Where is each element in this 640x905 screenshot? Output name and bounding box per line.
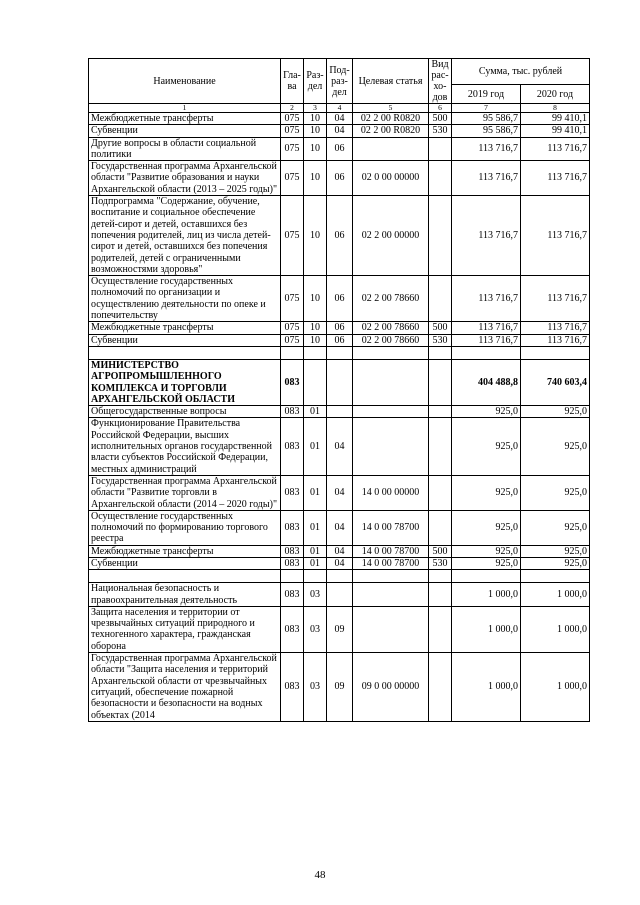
- cell-sum-2020: 925,0: [521, 475, 590, 510]
- table-row: [89, 418, 590, 475]
- cell-vid: 500: [429, 322, 452, 334]
- cell-name: Осуществление государственных полномочий по организации и осуществлению деятельности по опеке и попечительству: [89, 276, 281, 322]
- col-num: 5: [353, 104, 429, 113]
- cell-podrazdel: [327, 406, 353, 418]
- empty-cell: [281, 346, 304, 359]
- table-row: [89, 125, 590, 137]
- cell-name: Функционирование Правительства Российской Федерации, высших исполнительных органов государственной власти субъектов Российской Федерации, местных администраций: [89, 418, 281, 475]
- cell-razdel: 01: [304, 406, 327, 418]
- col-num: 4: [327, 104, 353, 113]
- cell-sum-2020: 1 000,0: [521, 653, 590, 722]
- cell-glava: 075: [281, 113, 304, 125]
- cell-sum-2020: 113 716,7: [521, 276, 590, 322]
- empty-cell: [89, 570, 281, 583]
- table-row: [89, 510, 590, 545]
- cell-vid: 500: [429, 545, 452, 557]
- cell-sum-2019: 1 000,0: [452, 583, 521, 607]
- cell-razdel: [304, 359, 327, 405]
- cell-celevaya: 14 0 00 00000: [353, 475, 429, 510]
- table-row: [89, 359, 590, 405]
- spacer-row: [89, 346, 590, 359]
- cell-vid: [429, 583, 452, 607]
- cell-razdel: 01: [304, 557, 327, 569]
- cell-razdel: 10: [304, 125, 327, 137]
- table-row: [89, 276, 590, 322]
- cell-vid: [429, 510, 452, 545]
- cell-name: Межбюджетные трансферты: [89, 322, 281, 334]
- cell-razdel: 10: [304, 113, 327, 125]
- cell-celevaya: [353, 406, 429, 418]
- cell-sum-2020: 925,0: [521, 406, 590, 418]
- cell-celevaya: 09 0 00 00000: [353, 653, 429, 722]
- cell-glava: 075: [281, 322, 304, 334]
- cell-sum-2020: 925,0: [521, 510, 590, 545]
- cell-vid: [429, 137, 452, 161]
- cell-vid: 530: [429, 125, 452, 137]
- empty-cell: [429, 570, 452, 583]
- cell-name: Межбюджетные трансферты: [89, 113, 281, 125]
- table-row: [89, 606, 590, 652]
- cell-sum-2019: 925,0: [452, 406, 521, 418]
- cell-sum-2019: 95 586,7: [452, 113, 521, 125]
- cell-celevaya: 02 2 00 78660: [353, 276, 429, 322]
- cell-glava: 083: [281, 606, 304, 652]
- spacer-row: [89, 570, 590, 583]
- cell-celevaya: [353, 359, 429, 405]
- cell-podrazdel: 04: [327, 557, 353, 569]
- cell-celevaya: [353, 606, 429, 652]
- cell-vid: [429, 418, 452, 475]
- cell-podrazdel: 09: [327, 653, 353, 722]
- cell-name: Субвенции: [89, 334, 281, 346]
- table-row: [89, 334, 590, 346]
- cell-razdel: 03: [304, 606, 327, 652]
- cell-sum-2020: 99 410,1: [521, 125, 590, 137]
- cell-sum-2020: 113 716,7: [521, 322, 590, 334]
- header-celevaya: Целевая статья: [353, 59, 429, 104]
- cell-glava: 075: [281, 334, 304, 346]
- header-row: [89, 59, 590, 85]
- empty-cell: [452, 346, 521, 359]
- cell-vid: [429, 161, 452, 196]
- table-row: [89, 583, 590, 607]
- cell-glava: 075: [281, 276, 304, 322]
- cell-razdel: 01: [304, 418, 327, 475]
- empty-cell: [281, 570, 304, 583]
- cell-podrazdel: 04: [327, 418, 353, 475]
- cell-sum-2020: 925,0: [521, 418, 590, 475]
- table-row: [89, 161, 590, 196]
- cell-razdel: 03: [304, 653, 327, 722]
- cell-sum-2020: 740 603,4: [521, 359, 590, 405]
- col-num: 3: [304, 104, 327, 113]
- table-row: [89, 653, 590, 722]
- cell-podrazdel: 06: [327, 161, 353, 196]
- cell-razdel: 10: [304, 322, 327, 334]
- cell-celevaya: 14 0 00 78700: [353, 557, 429, 569]
- cell-name: МИНИСТЕРСТВО АГРОПРОМЫШЛЕННОГО КОМПЛЕКСА И ТОРГОВЛИ АРХАНГЕЛЬСКОЙ ОБЛАСТИ: [89, 359, 281, 405]
- cell-name: Общегосударственные вопросы: [89, 406, 281, 418]
- cell-sum-2019: 925,0: [452, 510, 521, 545]
- cell-sum-2019: 113 716,7: [452, 276, 521, 322]
- table-row: [89, 557, 590, 569]
- cell-glava: 083: [281, 557, 304, 569]
- table-row: [89, 406, 590, 418]
- empty-cell: [304, 570, 327, 583]
- cell-vid: [429, 606, 452, 652]
- cell-sum-2020: 925,0: [521, 545, 590, 557]
- empty-cell: [304, 346, 327, 359]
- cell-glava: 083: [281, 475, 304, 510]
- empty-cell: [452, 570, 521, 583]
- cell-sum-2019: 113 716,7: [452, 334, 521, 346]
- cell-name: Субвенции: [89, 557, 281, 569]
- cell-name: Государственная программа Архангельской области "Защита населения и территорий Архангельской области от чрезвычайных ситуаций, обеспечение пожарной безопасности и безопасности на водных объектах (2014: [89, 653, 281, 722]
- cell-vid: [429, 406, 452, 418]
- cell-glava: 075: [281, 196, 304, 276]
- cell-razdel: 10: [304, 161, 327, 196]
- cell-vid: [429, 196, 452, 276]
- page-number: 48: [314, 869, 326, 881]
- header-summa: Сумма, тыс. рублей: [452, 59, 590, 85]
- cell-celevaya: 14 0 00 78700: [353, 545, 429, 557]
- header-podrazdel: Под-раз-дел: [327, 59, 353, 104]
- cell-razdel: 10: [304, 276, 327, 322]
- header-2020: 2020 год: [521, 85, 590, 104]
- cell-celevaya: 02 2 00 78660: [353, 322, 429, 334]
- empty-cell: [521, 570, 590, 583]
- cell-glava: 083: [281, 359, 304, 405]
- empty-cell: [327, 570, 353, 583]
- empty-cell: [429, 346, 452, 359]
- cell-vid: [429, 276, 452, 322]
- cell-sum-2019: 925,0: [452, 475, 521, 510]
- column-numbers-row: [89, 104, 590, 113]
- cell-sum-2020: 113 716,7: [521, 137, 590, 161]
- cell-sum-2020: 113 716,7: [521, 334, 590, 346]
- cell-sum-2020: 1 000,0: [521, 606, 590, 652]
- cell-name: Защита населения и территории от чрезвычайных ситуаций природного и техногенного характера, гражданская оборона: [89, 606, 281, 652]
- cell-name: Государственная программа Архангельской области "Развитие образования и науки Архангельской области (2013 – 2025 годы)": [89, 161, 281, 196]
- header-glava: Гла-ва: [281, 59, 304, 104]
- cell-razdel: 03: [304, 583, 327, 607]
- cell-vid: [429, 475, 452, 510]
- cell-sum-2020: 1 000,0: [521, 583, 590, 607]
- cell-celevaya: 02 0 00 00000: [353, 161, 429, 196]
- cell-razdel: 01: [304, 510, 327, 545]
- cell-razdel: 10: [304, 196, 327, 276]
- cell-glava: 083: [281, 418, 304, 475]
- budget-table: [88, 58, 590, 722]
- cell-podrazdel: 06: [327, 276, 353, 322]
- cell-sum-2019: 925,0: [452, 418, 521, 475]
- empty-cell: [353, 570, 429, 583]
- cell-podrazdel: [327, 583, 353, 607]
- cell-vid: 530: [429, 334, 452, 346]
- cell-sum-2019: 1 000,0: [452, 606, 521, 652]
- cell-podrazdel: [327, 359, 353, 405]
- cell-glava: 083: [281, 583, 304, 607]
- cell-glava: 083: [281, 653, 304, 722]
- col-num: 2: [281, 104, 304, 113]
- cell-glava: 083: [281, 406, 304, 418]
- cell-podrazdel: 04: [327, 510, 353, 545]
- cell-podrazdel: 04: [327, 545, 353, 557]
- cell-podrazdel: 04: [327, 125, 353, 137]
- cell-sum-2019: 404 488,8: [452, 359, 521, 405]
- cell-sum-2020: 925,0: [521, 557, 590, 569]
- cell-name: Субвенции: [89, 125, 281, 137]
- header-2019: 2019 год: [452, 85, 521, 104]
- cell-sum-2019: 113 716,7: [452, 161, 521, 196]
- cell-podrazdel: 09: [327, 606, 353, 652]
- cell-sum-2019: 113 716,7: [452, 322, 521, 334]
- cell-celevaya: 02 2 00 00000: [353, 196, 429, 276]
- empty-cell: [353, 346, 429, 359]
- cell-sum-2019: 1 000,0: [452, 653, 521, 722]
- cell-name: Национальная безопасность и правоохранительная деятельность: [89, 583, 281, 607]
- cell-podrazdel: 06: [327, 322, 353, 334]
- cell-podrazdel: 06: [327, 137, 353, 161]
- cell-name: Подпрограмма "Содержание, обучение, воспитание и социальное обеспечение детей-сирот и детей, оставшихся без попечения родителей, лиц из числа детей-сирот и детей, оставшихся без попечения родителей, детей с ограниченными возможностями здоровья": [89, 196, 281, 276]
- cell-sum-2020: 113 716,7: [521, 196, 590, 276]
- cell-razdel: 10: [304, 334, 327, 346]
- cell-vid: 500: [429, 113, 452, 125]
- cell-sum-2020: 113 716,7: [521, 161, 590, 196]
- col-num: 6: [429, 104, 452, 113]
- cell-sum-2019: 95 586,7: [452, 125, 521, 137]
- cell-podrazdel: 06: [327, 334, 353, 346]
- cell-celevaya: [353, 418, 429, 475]
- cell-razdel: 10: [304, 137, 327, 161]
- cell-glava: 083: [281, 510, 304, 545]
- cell-celevaya: 02 2 00 R0820: [353, 125, 429, 137]
- cell-razdel: 01: [304, 475, 327, 510]
- col-num: 7: [452, 104, 521, 113]
- cell-glava: 075: [281, 161, 304, 196]
- cell-name: Осуществление государственных полномочий по формированию торгового реестра: [89, 510, 281, 545]
- cell-name: Государственная программа Архангельской области "Развитие торговли в Архангельской области (2014 – 2020 годы)": [89, 475, 281, 510]
- cell-podrazdel: 04: [327, 475, 353, 510]
- col-num: 1: [89, 104, 281, 113]
- cell-sum-2020: 99 410,1: [521, 113, 590, 125]
- cell-sum-2019: 925,0: [452, 557, 521, 569]
- cell-vid: 530: [429, 557, 452, 569]
- cell-vid: [429, 359, 452, 405]
- cell-vid: [429, 653, 452, 722]
- header-vid: Вид рас-хо-дов: [429, 59, 452, 104]
- cell-celevaya: 02 2 00 R0820: [353, 113, 429, 125]
- cell-glava: 075: [281, 125, 304, 137]
- cell-razdel: 01: [304, 545, 327, 557]
- cell-name: Другие вопросы в области социальной политики: [89, 137, 281, 161]
- header-razdel: Раз-дел: [304, 59, 327, 104]
- cell-name: Межбюджетные трансферты: [89, 545, 281, 557]
- table-row: [89, 475, 590, 510]
- cell-celevaya: 14 0 00 78700: [353, 510, 429, 545]
- table-row: [89, 137, 590, 161]
- cell-podrazdel: 06: [327, 196, 353, 276]
- cell-glava: 083: [281, 545, 304, 557]
- table-row: [89, 196, 590, 276]
- table-row: [89, 322, 590, 334]
- cell-sum-2019: 113 716,7: [452, 196, 521, 276]
- header-name: Наименование: [89, 59, 281, 104]
- cell-podrazdel: 04: [327, 113, 353, 125]
- cell-sum-2019: 113 716,7: [452, 137, 521, 161]
- cell-celevaya: [353, 583, 429, 607]
- table-row: [89, 113, 590, 125]
- empty-cell: [89, 346, 281, 359]
- cell-celevaya: 02 2 00 78660: [353, 334, 429, 346]
- cell-glava: 075: [281, 137, 304, 161]
- col-num: 8: [521, 104, 590, 113]
- cell-sum-2019: 925,0: [452, 545, 521, 557]
- cell-celevaya: [353, 137, 429, 161]
- empty-cell: [327, 346, 353, 359]
- table-row: [89, 545, 590, 557]
- empty-cell: [521, 346, 590, 359]
